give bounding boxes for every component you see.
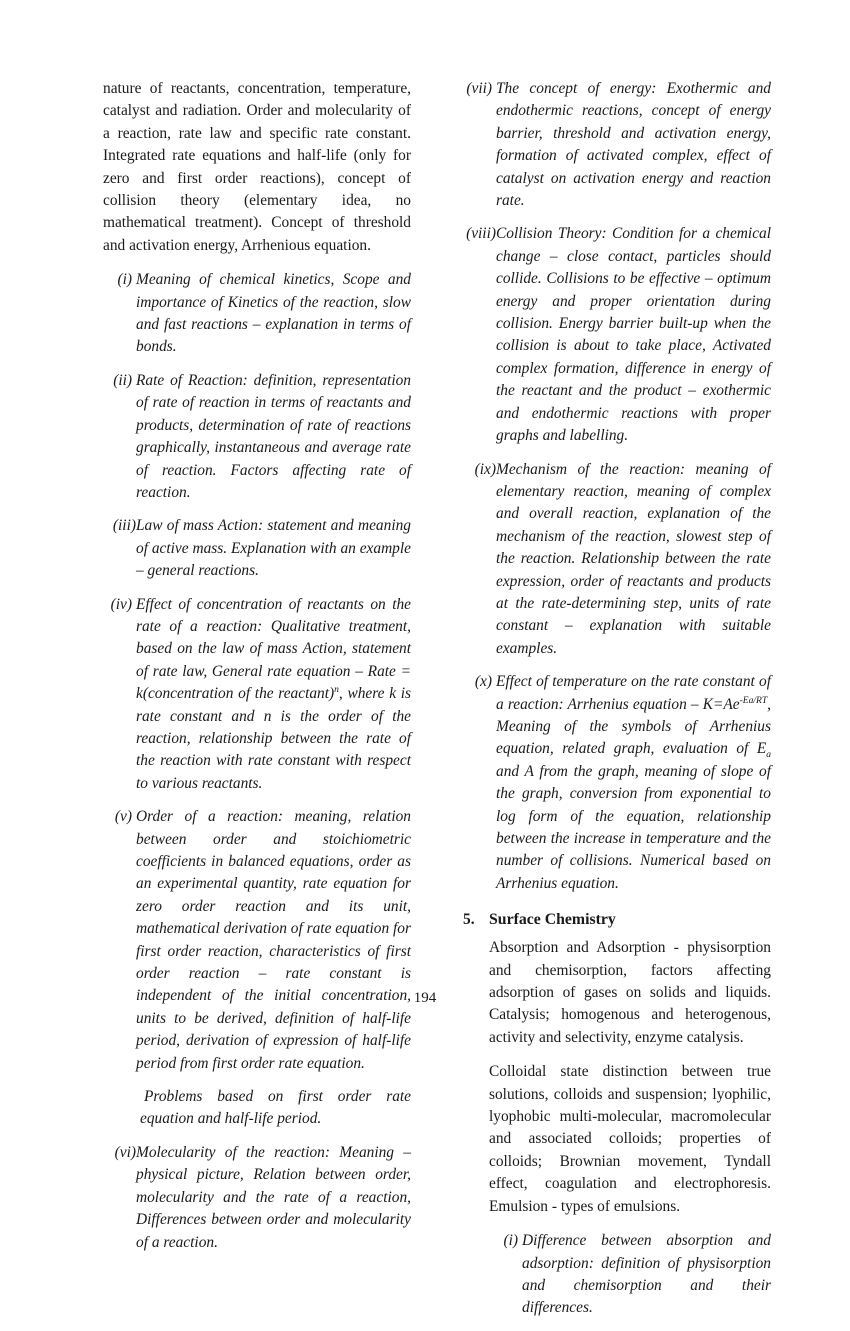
arrhenius-text-after: and A from the graph, meaning of slope of the graph, conversion from exponential to log form of the equation, relationship between the increase in temperature and the number of collisions. Numerical based on Arrhenius equation. <box>496 762 771 892</box>
list-item <box>463 671 771 895</box>
list-item-text: Collision Theory: Condition for a chemical change – close contact, particles should collide. Collisions to be effective – optimum energy and proper orientation during collision. Energy barrier built-up when the collision is about to take place, Activated complex formation, difference in energy of the reactant and the product – exothermic and endothermic reactions with proper graphs and labelling. <box>496 225 771 445</box>
section-title: Surface Chemistry <box>489 911 616 929</box>
list-marker: (viii) <box>466 225 496 243</box>
list-item-text: Molecularity of the reaction: Meaning – physical picture, Relation between order, molecularity and the rate of a reaction, Differences between order and molecularity of a reaction. <box>136 1143 411 1251</box>
list-item <box>103 515 411 582</box>
list-item-text: Rate of Reaction: definition, representation of rate of reaction in terms of reactants and products, determination of rate of reactions graphically, instantaneous and average rate of reaction. Factors affecting rate of reaction. <box>136 371 411 501</box>
list-item <box>463 459 771 661</box>
list-item-text: Difference between absorption and adsorption: definition of physisorption and chemisorption and their differences. <box>522 1232 771 1317</box>
rate-equation-text-after: , where k is rate constant and n is the order of the reaction, relationship between the rate of the reaction with rate constant with respect to various reactants. <box>136 685 411 792</box>
list-marker: (x) <box>474 673 492 691</box>
section-number: 5. <box>463 911 475 929</box>
section-heading-surface-chemistry <box>463 911 771 929</box>
list-marker: (ii) <box>113 371 132 389</box>
list-item-text: Meaning of chemical kinetics, Scope and importance of Kinetics of the reaction, slow and fast reactions – explanation in terms of bonds. <box>136 271 411 356</box>
arrhenius-exponent: -Ea/RT <box>739 694 768 706</box>
list-item <box>103 806 411 1075</box>
section-paragraph: Colloidal state distinction between true solutions, colloids and suspension; lyophilic, lyophobic multi-molecular, macromolecular and associated colloids; properties of colloids; Brownian movement, Tyndall effect, coagulation and electrophoresis. Emulsion - types of emulsions. <box>489 1063 771 1215</box>
list-item <box>489 1230 771 1320</box>
list-item-text: Mechanism of the reaction: meaning of elementary reaction, meaning of complex and overall reaction, explanation of the mechanism of the reaction, slowest step of the reaction. Relationship between the rate expression, order of reactants and products at the rate-determining step, units of rate constant – explanation with suitable examples. <box>496 460 771 657</box>
left-column <box>103 78 411 1265</box>
list-marker: (iv) <box>110 595 132 613</box>
list-marker: (i) <box>117 271 132 289</box>
list-marker: (iii) <box>112 517 136 535</box>
list-item-text: Law of mass Action: statement and meaning of active mass. Explanation with an example – general reactions. <box>136 517 411 580</box>
list-marker: (vii) <box>466 80 492 97</box>
intro-paragraph: nature of reactants, concentration, temperature, catalyst and radiation. Order and molecularity of a reaction, rate law and specific rate constant. Integrated rate equations and half-life (only for zero and first order reactions), concept of collision theory (elementary idea, no mathematical treatment). Concept of threshold and activation energy, Arrhenious equation. <box>103 80 411 254</box>
rate-equation-exponent: n <box>334 684 339 696</box>
list-item <box>103 594 411 796</box>
problems-note: Problems based on first order rate equation and half-life period. <box>140 1088 411 1128</box>
section-paragraph: Absorption and Adsorption - physisorption and chemisorption, factors affecting adsorption of gases on solids and liquids. Catalysis; homogenous and heterogenous, activity and selectivity, enzyme catalysis. <box>489 939 771 1046</box>
list-item <box>463 223 771 447</box>
right-column <box>463 78 771 1331</box>
activation-energy-subscript: a <box>766 749 771 761</box>
list-item <box>463 78 771 212</box>
page-number: 194 <box>413 990 437 1006</box>
list-marker: (vi) <box>114 1143 136 1161</box>
list-item <box>103 370 411 504</box>
list-item-text: Order of a reaction: meaning, relation between order and stoichiometric coefficients in balanced equations, order as an experimental quantity, rate equation for zero order reaction and its unit, mathematical derivation of rate equation for first order reaction, characteristics of first order reaction – rate constant is independent of the initial concentration, units to be derived, definition of half-life period, derivation of expression of half-life period from first order rate equation. <box>136 808 411 1072</box>
arrhenius-text-before: Effect of temperature on the rate constant of a reaction: Arrhenius equation – K=Ae <box>496 673 771 713</box>
arrhenius-text-middle: , Meaning of the symbols of Arrhenius equation, related graph, evaluation of E <box>496 695 771 758</box>
list-item <box>103 1142 411 1254</box>
list-marker: (v) <box>114 808 132 826</box>
rate-equation-text-before: Effect of concentration of reactants on the rate of a reaction: Qualitative treatment, based on the law of mass Action, statement of rate law, General rate equation – Rate = k(concentration of the reactant) <box>136 595 411 703</box>
two-column-layout <box>103 78 771 1331</box>
list-item <box>103 269 411 359</box>
list-marker: (ix) <box>474 460 496 478</box>
list-item-text <box>136 594 411 796</box>
list-item-text <box>496 671 771 895</box>
list-item-text: The concept of energy: Exothermic and endothermic reactions, concept of energy barrier, threshold and activation energy, formation of activated complex, effect of catalyst on activation energy and reaction rate. <box>496 80 771 210</box>
list-marker: (i) <box>503 1232 518 1250</box>
